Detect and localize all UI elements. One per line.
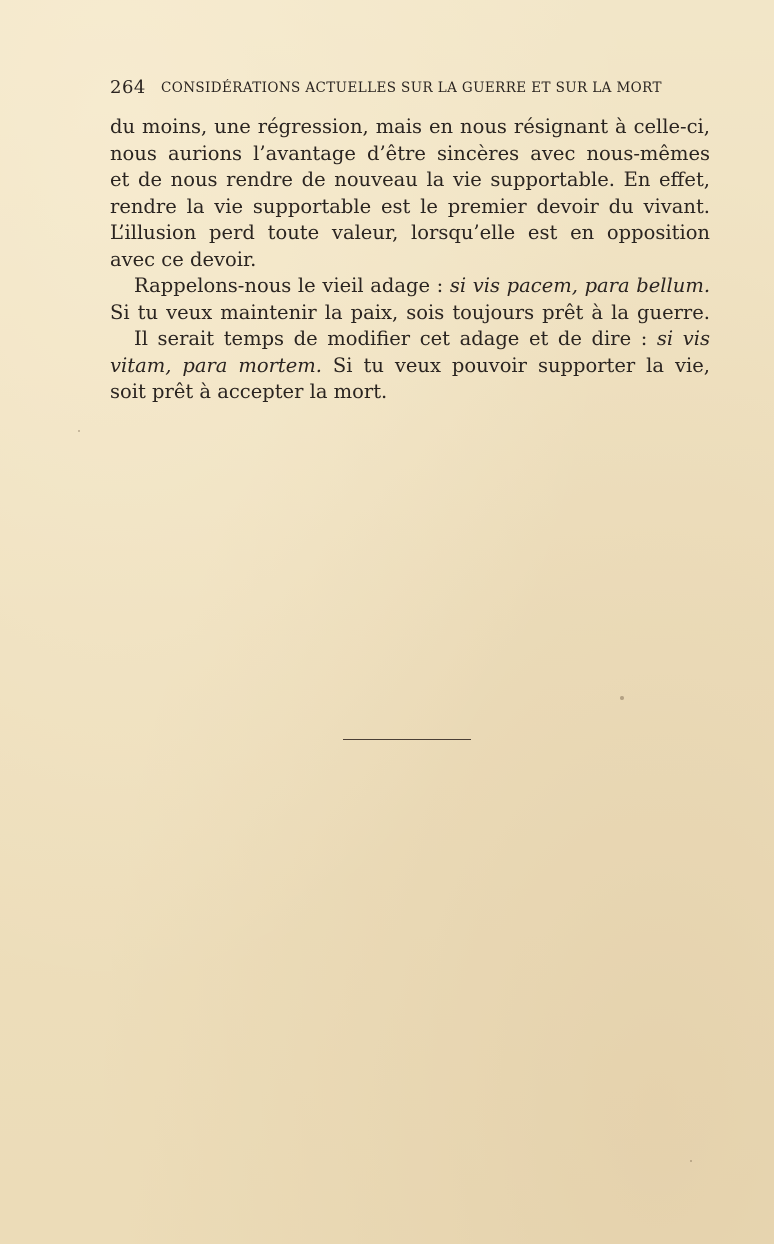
latin-adage-start: si vis <box>656 327 711 350</box>
text-line: et de nous rendre de nouveau la vie supportable. En effet, <box>110 168 710 191</box>
text-line: Si tu veux maintenir la paix, sois toujours prêt à la guerre. <box>110 300 710 324</box>
latin-adage-end: vitam, para mortem. <box>110 353 322 377</box>
paper-speck <box>620 696 624 700</box>
text-line: avec ce devoir. <box>110 247 257 271</box>
text-line: L’illusion perd toute valeur, lorsqu’elle est en opposition <box>110 221 710 244</box>
running-title: CONSIDÉRATIONS ACTUELLES SUR LA GUERRE ET SUR LA MORT <box>161 80 662 96</box>
text-segment: Il serait temps de modifier cet adage et de dire : <box>134 327 648 350</box>
text-segment: Si tu veux pouvoir supporter la vie, <box>321 353 710 377</box>
text-line: rendre la vie supportable est le premier devoir du vivant. <box>110 194 710 218</box>
text-segment: Rappelons-nous le vieil adage : <box>134 274 444 297</box>
paper-speck <box>78 430 80 432</box>
text-line: du moins, une régression, mais en nous résignant à celle-ci, <box>110 115 710 138</box>
text-line: soit prêt à accepter la mort. <box>110 380 388 403</box>
text-line <box>110 273 710 300</box>
running-head <box>110 77 710 99</box>
body-text <box>110 114 710 406</box>
page-number: 264 <box>110 77 146 98</box>
section-separator-rule <box>343 739 471 740</box>
paper-speck <box>690 1160 692 1162</box>
text-line <box>110 353 710 380</box>
latin-adage: si vis pacem, para bellum. <box>449 274 711 297</box>
text-line <box>110 326 710 353</box>
text-line: nous aurions l’avantage d’être sincères avec nous-mêmes <box>110 141 710 165</box>
